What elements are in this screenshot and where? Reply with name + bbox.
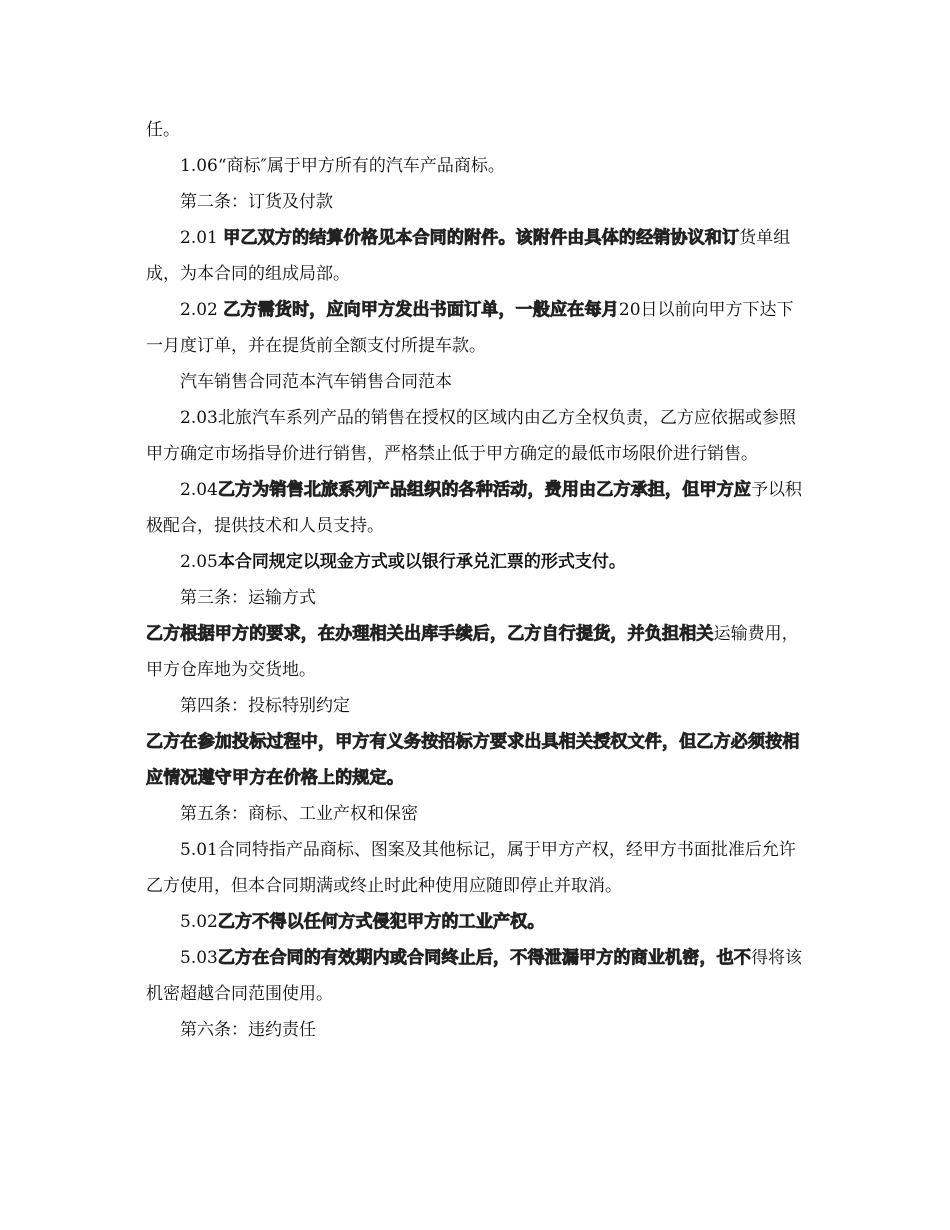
text-run: 货单组成，为本合同的组成局部。 [146,228,791,284]
text-run: 5.03 [180,948,218,968]
document-body [146,112,806,1048]
paragraph [146,112,806,148]
text-run: 2.04 [180,480,218,500]
section-heading-ordering-payment [146,184,806,220]
text-run: 运输费用，甲方仓库地为交货地。 [146,624,799,680]
paragraph-bidding [146,724,806,796]
text-run: 任。 [146,120,180,140]
paragraph-2-02 [146,292,806,364]
text-run-stylized: 乙方需货时，应向甲方发出书面订单，一般应在每月 [223,300,619,320]
paragraph-trademark-definition [146,148,806,184]
text-run-stylized: 乙方为销售北旅系列产品组织的各种活动，费用由乙方承担，但甲方应 [217,480,752,500]
text-run-stylized: 乙方不得以任何方式侵犯甲方的工业产权。 [217,912,545,932]
text-run: 得将该机密超越合同范围使用。 [146,948,803,1004]
paragraph-2-01 [146,220,806,292]
text-run-bold: 本合同规定以现金方式或以银行承兑汇票的形式支付。 [217,552,626,572]
section-heading-text: 第四条：投标特别约定 [180,696,350,716]
paragraph-5-01 [146,832,806,904]
paragraph-transport [146,616,806,688]
paragraph-title-note [146,364,806,400]
paragraph-2-05 [146,544,806,580]
section-heading-text: 第六条：违约责任 [180,1020,316,1040]
section-heading-text: 第五条：商标、工业产权和保密 [180,804,418,824]
paragraph-5-02 [146,904,806,940]
section-heading-trademark-ip [146,796,806,832]
text-run-sans: 合同特指产品商标、图案及其他标记，属于甲方产权，经甲方书面批准 [217,840,745,860]
text-run: 予以积极配合，提供技术和人员支持。 [146,480,803,536]
text-run-stylized: 甲乙双方的结算价格见本合同的附件。该附件由具体的经销协议和订 [223,228,740,248]
section-heading-liability [146,1012,806,1048]
text-run: 2.01 [180,228,224,248]
text-run-stylized: 乙方根据甲方的要求，在办理相关出库手续后，乙方自行提货，并负担相关 [146,624,714,644]
paragraph-2-03 [146,400,806,472]
paragraph-5-03 [146,940,806,1012]
text-run-stylized: 乙方在合同的有效期内或合同终止后，不得泄漏甲方的商业机密，也不 [217,948,752,968]
text-run: 2.03北旅汽车系列产品的销售在授权的区域内由乙方全权负责，乙方应依据或参照甲方确定市场指导价进行销售，严格禁止低于甲方确定的最低市场限价进行销售。 [146,408,796,464]
text-run: 1.06“商标″属于甲方所有的汽车产品商标。 [180,156,505,176]
text-run: 汽车销售合同范本汽车销售合同范本 [180,372,452,392]
text-run-stylized: 乙方在参加投标过程中，甲方有义务按招标方要求出具相关授权文件，但乙方必须按相应情况遵守甲方在价格上的规定。 [146,732,800,788]
text-run: 2.05 [180,552,218,572]
section-heading-text: 第二条：订货及付款 [180,192,333,212]
text-run: 后允许乙方使用，但本合同期满或终止时此种使用应随即停止并取消。 [146,840,796,896]
text-run: 5.02 [180,912,218,932]
text-run: 5.01 [180,840,218,860]
text-run: 2.02 [180,300,224,320]
section-heading-bidding [146,688,806,724]
section-heading-text: 第三条：运输方式 [180,588,316,608]
paragraph-2-04 [146,472,806,544]
section-heading-transport [146,580,806,616]
text-run: 20日以前向甲方下达下一月度订单，并在提货前全额支付所提车款。 [146,300,794,356]
